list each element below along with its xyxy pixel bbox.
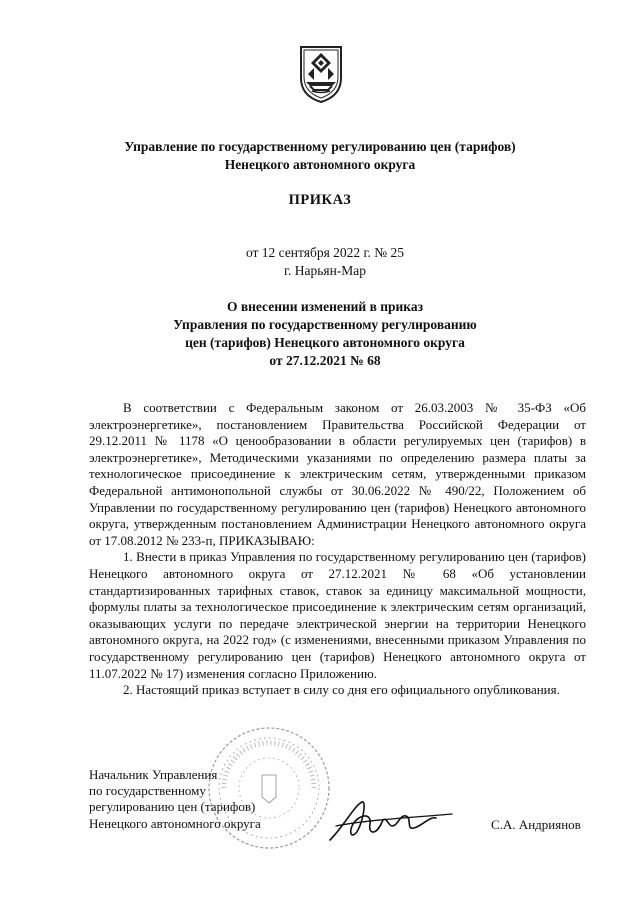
subject-line2: Управления по государственному регулированию — [173, 317, 477, 332]
document-city: г. Нарьян-Мар — [283, 263, 367, 278]
organization-name-line1: Управление по государственному регулированию цен (тарифов) — [124, 139, 516, 154]
position-line4: Ненецкого автономного округа — [89, 815, 261, 831]
organization-name-line2: Ненецкого автономного округа — [224, 157, 416, 172]
position-line3: регулированию цен (тарифов) — [89, 799, 256, 815]
subject-line1: О внесении изменений в приказ — [226, 299, 424, 314]
order-item-2: 2. Настоящий приказ вступает в силу со дня его официального опубликования. — [123, 682, 560, 698]
coat-of-arms-icon — [298, 44, 344, 104]
order-item-1: 1. Внести в приказ Управления по государственному регулированию цен (тарифов) Ненецкого автономного округа от 27.12.2021 № 68 «Об установлении стандартизированных тарифных ставок, ставок за единицу максимальной мощности, формулы платы за технологическое присоединение к электрическим сетям организаций, оказывающих услуги по передаче электрической энергии на территории Ненецкого автономного округа, на 2022 год» (с изменениями, внесенными приказом Управления по государственному регулированию цен (тарифов) Ненецкого автономного округа от 11.07.2022 № 17) изменения согласно Приложению. — [89, 549, 586, 681]
order-body — [89, 400, 586, 699]
preamble-paragraph: В соответствии с Федеральным законом от 26.03.2003 № 35-ФЗ «Об электроэнергетике», постановлением Правительства Российской Федерации от 29.12.2011 № 1178 «О ценообразовании в области регулируемых цен (тарифов) в электроэнергетике», Методическими указаниями по определению размера платы за технологическое присоединение к электрическим сетям, утвержденными приказом Федеральной антимонопольной службы от 30.06.2022 № 490/22, Положением об Управлении по государственному регулированию цен (тарифов) Ненецкого автономного округа, утвержденным постановлением Администрации Ненецкого автономного округа от 17.08.2012 № 233-п, ПРИКАЗЫВАЮ: — [89, 400, 586, 548]
handwritten-signature — [326, 796, 456, 846]
document-date-number: от 12 сентября 2022 г. № 25 — [245, 245, 405, 260]
signer-name: С.А. Андриянов — [491, 817, 581, 832]
signatory-position — [89, 767, 261, 832]
position-line2: по государственному — [89, 783, 206, 799]
subject-line3: цен (тарифов) Ненецкого автономного округа — [185, 335, 465, 350]
position-line1: Начальник Управления — [89, 767, 218, 782]
document-type-title: ПРИКАЗ — [288, 192, 352, 208]
subject-line4: от 27.12.2021 № 68 — [269, 353, 381, 368]
